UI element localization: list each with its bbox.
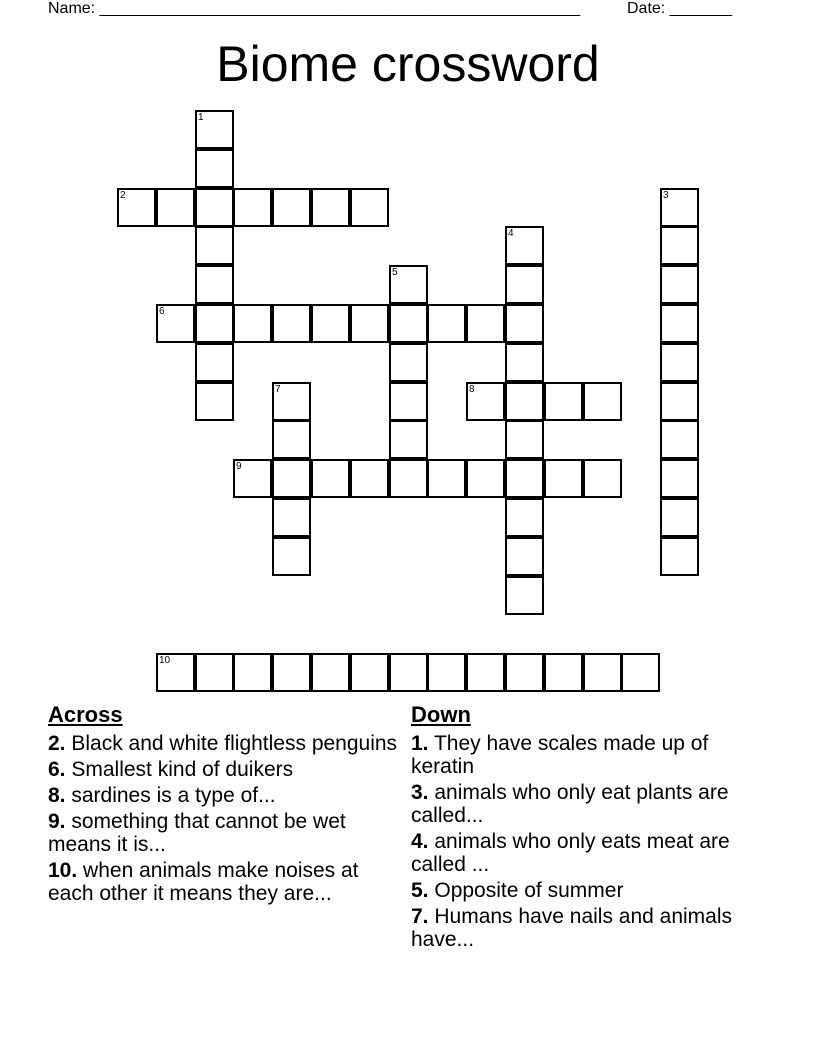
grid-cell[interactable] xyxy=(505,226,544,265)
clue-text: animals who only eats meat are called ... xyxy=(411,830,730,876)
grid-cell[interactable] xyxy=(505,653,544,692)
grid-cell[interactable] xyxy=(660,343,699,382)
grid-cell[interactable] xyxy=(505,382,544,421)
clue-text: They have scales made up of keratin xyxy=(411,732,709,778)
grid-cell[interactable] xyxy=(505,265,544,304)
grid-cell[interactable] xyxy=(466,653,505,692)
grid-cell[interactable] xyxy=(544,382,583,421)
grid-cell[interactable] xyxy=(195,343,234,382)
grid-cell[interactable] xyxy=(156,304,195,343)
name-field[interactable]: Name: ______________________________________________________ xyxy=(48,0,581,17)
grid-cell[interactable] xyxy=(583,382,622,421)
clue-text: something that cannot be wet means it is... xyxy=(48,810,346,856)
clue-text: Black and white flightless penguins xyxy=(71,732,398,755)
grid-cell[interactable] xyxy=(660,420,699,459)
across-clue-8 xyxy=(48,784,408,807)
grid-cell[interactable] xyxy=(427,459,466,498)
grid-cell[interactable] xyxy=(272,537,311,576)
grid-cell[interactable] xyxy=(233,304,272,343)
grid-cell[interactable] xyxy=(544,459,583,498)
grid-cell[interactable] xyxy=(117,188,156,227)
grid-cell[interactable] xyxy=(505,498,544,537)
grid-cell[interactable] xyxy=(272,304,311,343)
date-field[interactable]: Date: _______ xyxy=(627,0,732,17)
down-clues xyxy=(411,702,771,954)
clue-number-label: 7 xyxy=(275,384,281,395)
grid-cell[interactable] xyxy=(505,420,544,459)
down-clue-5 xyxy=(411,879,771,902)
grid-cell[interactable] xyxy=(621,653,660,692)
grid-cell[interactable] xyxy=(427,653,466,692)
clue-number-label: 6 xyxy=(159,306,165,317)
grid-cell[interactable] xyxy=(544,653,583,692)
grid-cell[interactable] xyxy=(466,459,505,498)
grid-cell[interactable] xyxy=(389,304,428,343)
down-clue-4 xyxy=(411,830,771,876)
clue-number-label: 9 xyxy=(236,461,242,472)
down-clue-3 xyxy=(411,781,771,827)
clue-number-label: 2 xyxy=(120,190,126,201)
clue-number-label: 1 xyxy=(198,112,204,123)
clue-number: 1. xyxy=(411,732,429,755)
clue-number: 4. xyxy=(411,830,429,853)
grid-cell[interactable] xyxy=(583,459,622,498)
clue-number-label: 8 xyxy=(469,384,475,395)
grid-cell[interactable] xyxy=(233,459,272,498)
clue-text: Opposite of summer xyxy=(434,879,624,902)
grid-cell[interactable] xyxy=(195,149,234,188)
across-heading: Across xyxy=(48,702,123,727)
grid-cell[interactable] xyxy=(389,265,428,304)
clue-number-label: 4 xyxy=(508,228,514,239)
grid-cell[interactable] xyxy=(350,188,389,227)
clue-number: 2. xyxy=(48,732,66,755)
grid-cell[interactable] xyxy=(660,537,699,576)
clue-number-label: 10 xyxy=(159,655,171,666)
grid-cell[interactable] xyxy=(505,576,544,615)
grid-cell[interactable] xyxy=(272,653,311,692)
grid-cell[interactable] xyxy=(156,653,195,692)
clue-text: animals who only eat plants are called... xyxy=(411,781,729,827)
grid-cell[interactable] xyxy=(311,304,350,343)
grid-cell[interactable] xyxy=(195,265,234,304)
grid-cell[interactable] xyxy=(389,653,428,692)
grid-cell[interactable] xyxy=(233,188,272,227)
clue-number: 8. xyxy=(48,784,66,807)
clue-number: 3. xyxy=(411,781,429,804)
grid-cell[interactable] xyxy=(233,653,272,692)
grid-cell[interactable] xyxy=(660,226,699,265)
grid-cell[interactable] xyxy=(311,653,350,692)
grid-cell[interactable] xyxy=(350,304,389,343)
grid-cell[interactable] xyxy=(311,459,350,498)
grid-cell[interactable] xyxy=(389,420,428,459)
grid-cell[interactable] xyxy=(505,537,544,576)
grid-cell[interactable] xyxy=(272,382,311,421)
clue-text: Smallest kind of duikers xyxy=(71,758,294,781)
grid-cell[interactable] xyxy=(466,382,505,421)
grid-cell[interactable] xyxy=(660,498,699,537)
grid-cell[interactable] xyxy=(350,653,389,692)
grid-cell[interactable] xyxy=(660,459,699,498)
grid-cell[interactable] xyxy=(660,304,699,343)
grid-cell[interactable] xyxy=(505,459,544,498)
grid-cell[interactable] xyxy=(195,110,234,149)
grid-cell[interactable] xyxy=(505,304,544,343)
grid-cell[interactable] xyxy=(272,459,311,498)
down-clue-1 xyxy=(411,732,771,778)
clue-text: when animals make noises at each other it means they are... xyxy=(48,859,359,905)
across-clue-2 xyxy=(48,732,408,755)
clue-number-label: 5 xyxy=(392,267,398,278)
grid-cell[interactable] xyxy=(389,343,428,382)
grid-cell[interactable] xyxy=(195,226,234,265)
grid-cell[interactable] xyxy=(195,653,234,692)
grid-cell[interactable] xyxy=(427,304,466,343)
clue-number: 5. xyxy=(411,879,429,902)
grid-cell[interactable] xyxy=(195,188,234,227)
clue-text: Humans have nails and animals have... xyxy=(411,905,733,951)
clue-number: 10. xyxy=(48,859,78,882)
clue-number: 6. xyxy=(48,758,66,781)
grid-cell[interactable] xyxy=(195,304,234,343)
across-clue-10 xyxy=(48,859,408,905)
grid-cell[interactable] xyxy=(156,188,195,227)
grid-cell[interactable] xyxy=(466,304,505,343)
clue-text: sardines is a type of... xyxy=(71,784,276,807)
page-title: Biome crossword xyxy=(216,36,600,92)
across-clues xyxy=(48,702,408,908)
across-clue-9 xyxy=(48,810,408,856)
grid-cell[interactable] xyxy=(505,343,544,382)
across-clue-6 xyxy=(48,758,408,781)
grid-cell[interactable] xyxy=(311,188,350,227)
down-clue-7 xyxy=(411,905,771,951)
grid-cell[interactable] xyxy=(272,498,311,537)
grid-cell[interactable] xyxy=(272,188,311,227)
grid-cell[interactable] xyxy=(660,382,699,421)
grid-cell[interactable] xyxy=(660,265,699,304)
grid-cell[interactable] xyxy=(272,420,311,459)
grid-cell[interactable] xyxy=(389,459,428,498)
grid-cell[interactable] xyxy=(583,653,622,692)
grid-cell[interactable] xyxy=(660,188,699,227)
down-heading: Down xyxy=(411,702,471,727)
clue-number: 9. xyxy=(48,810,66,833)
clue-number: 7. xyxy=(411,905,429,928)
clue-number-label: 3 xyxy=(663,190,669,201)
grid-cell[interactable] xyxy=(195,382,234,421)
grid-cell[interactable] xyxy=(389,382,428,421)
grid-cell[interactable] xyxy=(350,459,389,498)
